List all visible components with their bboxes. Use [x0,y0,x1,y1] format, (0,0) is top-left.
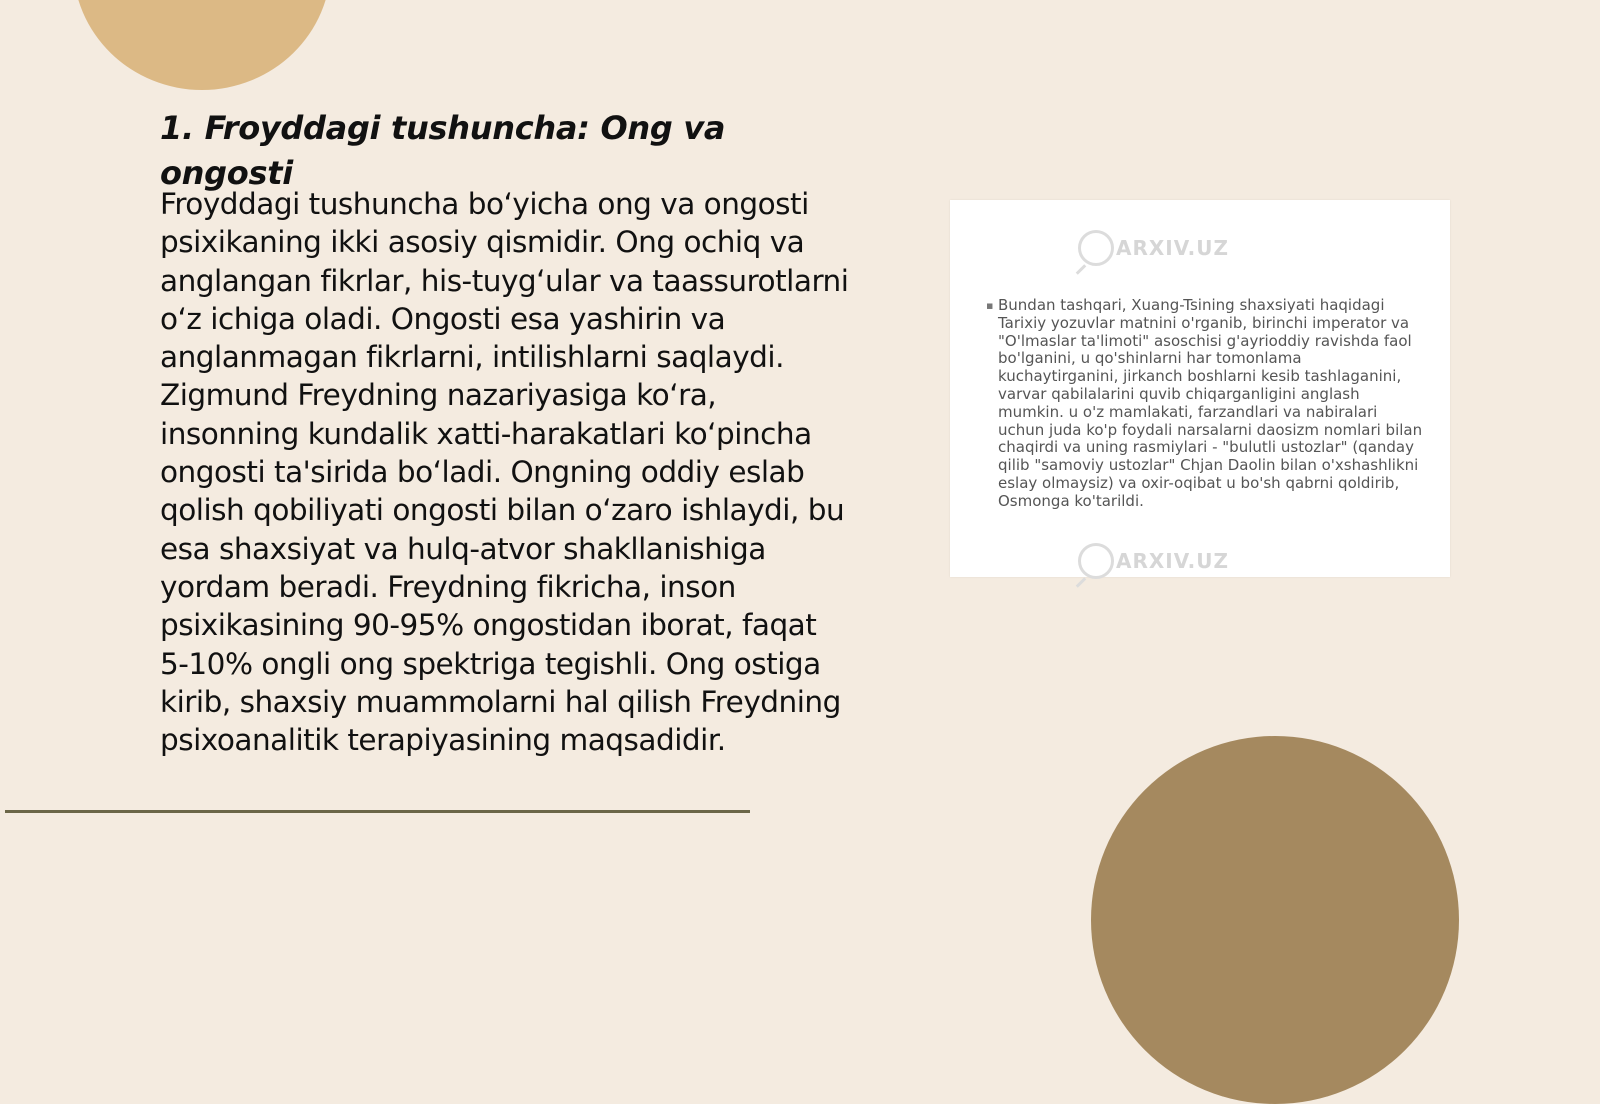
card-bullet-list [986,297,1426,511]
divider-line [5,810,750,813]
decorative-circle-bottom [1091,736,1459,1104]
watermark-label: ARXIV.UZ [1116,549,1229,573]
watermark-top [1078,230,1229,266]
magnifier-icon [1078,543,1114,579]
bullet-icon: ▪ [986,299,994,312]
watermark-label: ARXIV.UZ [1116,236,1229,260]
slide-title: 1. Froyddagi tushuncha: Ong va ongosti [160,109,726,192]
slide-body-text: Froyddagi tushuncha bo‘yicha ong va ongosti psixikaning ikki asosiy qismidir. Ong ochiq va anglangan fikrlar, his-tuyg‘ular va taassurotlarni o‘z ichiga oladi. Ongosti esa yashirin va anglanmagan fikrlarni, intilishlarni saqlaydi. Zigmund Freydning nazariyasiga ko‘ra, insonning kundalik xatti-harakatlari ko‘pincha ongosti ta'sirida bo‘ladi. Ongning oddiy eslab qolish qobiliyati ongosti bilan o‘zaro ishlaydi, bu esa shaxsiyat va hulq-atvor shakllanishiga yordam beradi. Freydning fikricha, inson psixikasining 90-95% ongostidan iborat, faqat 5-10% ongli ong spektriga tegishli. Ong ostiga kirib, shaxsiy muammolarni hal qilish Freydning psixoanalitik terapiyasining maqsadidir. [160,187,849,758]
list-item [986,297,1426,511]
decorative-circle-top [73,0,331,90]
card-paragraph: Bundan tashqari, Xuang-Tsining shaxsiyati haqidagi Tarixiy yozuvlar matnini o'rganib, birinchi imperator va "O'lmaslar ta'limoti" asoschisi g'ayrioddiy ravishda faol bo'lganini, u qo'shinlarni har tomonlama kuchaytirganini, jirkanch boshlarni kesib tashlaganini, varvar qabilalarini quvib chiqarganligini anglash mumkin. u o'z mamlakati, farzandlari va nabiralari uchun juda ko'p foydali narsalarni daosizm nomlari bilan chaqirdi va uning rasmiylari - "bulutli ustozlar" (qanday qilib "samoviy ustozlar" Chjan Daolin bilan o'xshashlikni eslay olmaysiz) va oxir-oqibat u bo'sh qabrni qoldirib, Osmonga ko'tarildi. [998,296,1423,510]
document-image-card [950,200,1450,577]
watermark-bottom [1078,543,1229,579]
magnifier-icon [1078,230,1114,266]
